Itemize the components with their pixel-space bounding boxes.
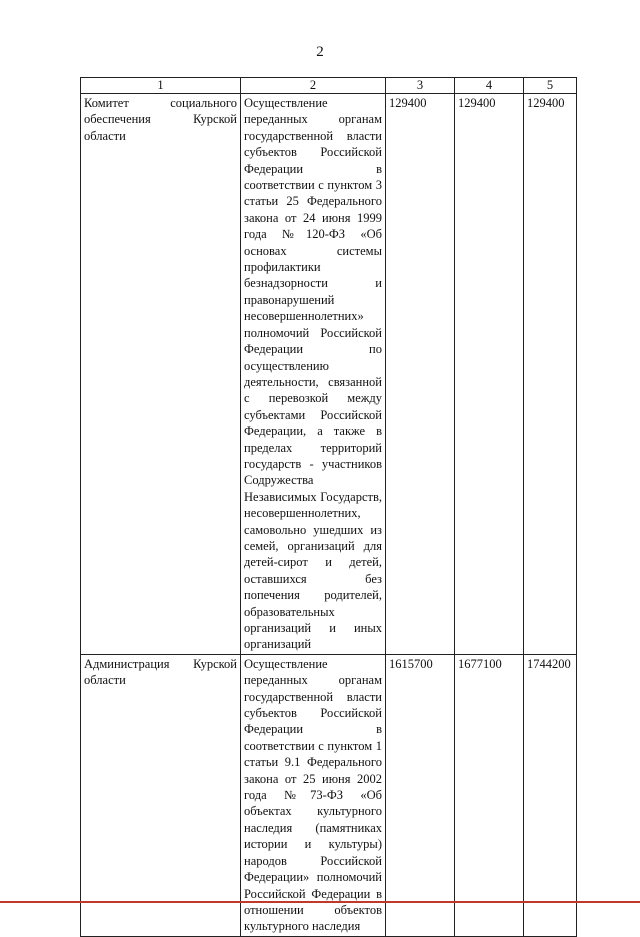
amount-cell-col3: 129400	[386, 94, 455, 655]
recipient-cell: Комитет социального обеспечения Курской области	[81, 94, 241, 655]
table-row	[81, 654, 577, 936]
page-bottom-edge	[0, 901, 640, 903]
column-header-5: 5	[524, 78, 577, 94]
purpose-cell: Осуществление переданных органам государственной власти субъектов Российской Федерации в соответствии с пунктом 1 статьи 9.1 Федерального закона от 25 июня 2002 года №73-ФЗ «Об объектах культурного наследия (памятниках истории и культуры) народов Российской Федерации» полномочий Российской Федерации в отношении объектов культурного наследия	[241, 654, 386, 936]
column-header-2: 2	[241, 78, 386, 94]
amount-cell-col5: 129400	[524, 94, 577, 655]
amount-cell-col5: 1744200	[524, 654, 577, 936]
table-row	[81, 94, 577, 655]
column-header-1: 1	[81, 78, 241, 94]
page-number: 2	[316, 44, 324, 60]
amount-cell-col4: 1677100	[455, 654, 524, 936]
appropriation-table	[80, 77, 577, 937]
amount-cell-col4: 129400	[455, 94, 524, 655]
column-header-4: 4	[455, 78, 524, 94]
column-header-3: 3	[386, 78, 455, 94]
recipient-cell: Администрация Курской области	[81, 654, 241, 936]
amount-cell-col3: 1615700	[386, 654, 455, 936]
table-header-row	[81, 78, 577, 94]
purpose-cell: Осуществление переданных органам государственной власти субъектов Российской Федерации в соответствии с пунктом 3 статьи 25 Федерального закона от 24 июня 1999 года №120-ФЗ «Об основах системы профилактики безнадзорности и правонарушений несовершеннолетних» полномочий Российской Федерации по осуществлению деятельности, связанной с перевозкой между субъектами Российской Федерации, а также в пределах территорий государств - участников Содружества Независимых Государств, несовершеннолетних, самовольно ушедших из семей, организаций для детей-сирот и детей, оставшихся без попечения родителей, образовательных организаций и иных организаций	[241, 94, 386, 655]
